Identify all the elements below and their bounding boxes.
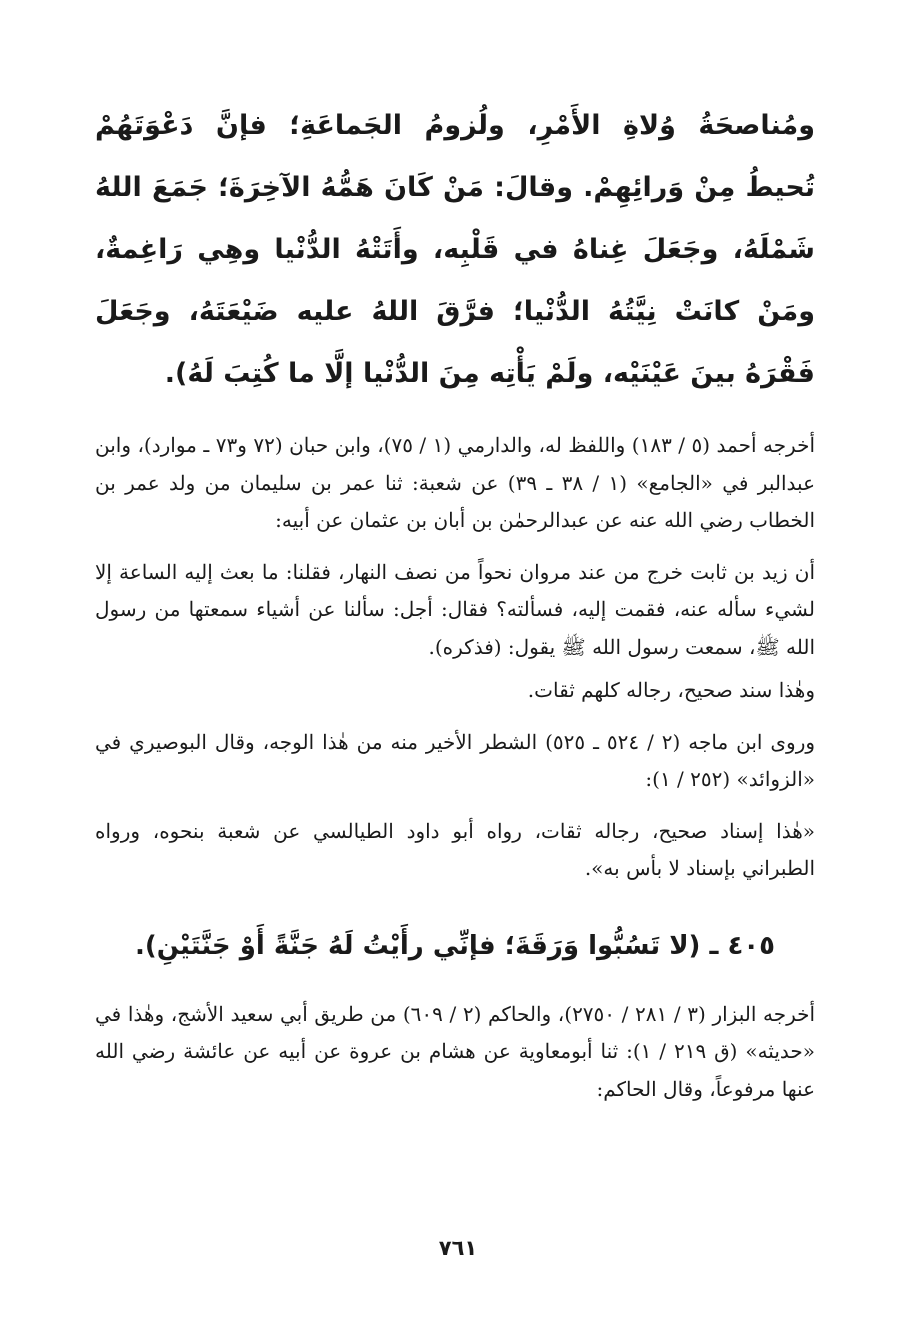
busiri-quote: «هٰذا إسناد صحيح، رجاله ثقات، رواه أبو داود الطيالسي عن شعبة بنحوه، ورواه الطبراني بإسناد لا بأس به». [95, 818, 815, 880]
page-number: ٧٦١ [438, 1236, 478, 1260]
ibn-majah-paragraph: وروى ابن ماجه (٢ / ٥٢٤ ـ ٥٢٥) الشطر الأخير منه من هٰذا الوجه، وقال البوصيري في «الزوائد» (٢٥٢ / ١): [95, 729, 816, 791]
hadith-text: ومُناصحَةُ وُلاةِ الأَمْرِ، ولُزومُ الجَماعَةِ؛ فإنَّ دَعْوَتَهُمْ تُحيطُ مِنْ وَرائِهِمْ. وقالَ: مَنْ كَانَ هَمُّهُ الآخِرَةَ؛ جَمَعَ اللهُ شَمْلَهُ، وجَعَلَ غِناهُ في قَلْبِه، وأَتَتْهُ الدُّنْيا وهِي رَاغِمةٌ، ومَنْ كانَتْ نِيَّتُهُ الدُّنْيا؛ فرَّقَ اللهُ عليه ضَيْعَتَهُ، وجَعَلَ فَقْرَهُ بينَ عَيْنَيْه، ولَمْ يَأْتِه مِنَ الدُّنْيا إلَّا ما كُتِبَ لَهُ). [95, 110, 815, 389]
hadith-405-heading: ٤٠٥ ـ (لا تَسُبُّوا وَرَقَةَ؛ فإنِّي رأَيْتُ لَهُ جَنَّةً أَوْ جَنَّتَيْنِ). [134, 930, 776, 961]
page-body [95, 95, 815, 1108]
narration-paragraph: أن زيد بن ثابت خرج من عند مروان نحواً من نصف النهار، فقلنا: ما بعث إليه الساعة إلا لشيء سأله عنه، فقمت إليه، فسألته؟ فقال: أجل: سألنا عن أشياء سمعتها من رسول الله ﷺ، سمعت رسول الله ﷺ يقول: (فذكره). [95, 559, 815, 659]
takhrij-405-paragraph: أخرجه البزار (٣ / ٢٨١ / ٢٧٥٠)، والحاكم (٢ / ٦٠٩) من طريق أبي سعيد الأشج، وهٰذا في «حديثه» (ق ٢١٩ / ١): ثنا أبومعاوية عن هشام بن عروة عن أبيه عن عائشة رضي الله عنها مرفوعاً، وقال الحاكم: [95, 1001, 816, 1101]
grading-paragraph: وهٰذا سند صحيح، رجاله كلهم ثقات. [527, 678, 815, 702]
takhrij-paragraph: أخرجه أحمد (٥ / ١٨٣) واللفظ له، والدارمي (١ / ٧٥)، وابن حبان (٧٢ و٧٣ ـ موارد)، وابن عبدالبر في «الجامع» (١ / ٣٨ ـ ٣٩) عن شعبة: ثنا عمر بن سليمان من ولد عمر بن الخطاب رضي الله عنه عن عبدالرحمٰن بن أبان بن عثمان عن أبيه: [95, 433, 816, 532]
